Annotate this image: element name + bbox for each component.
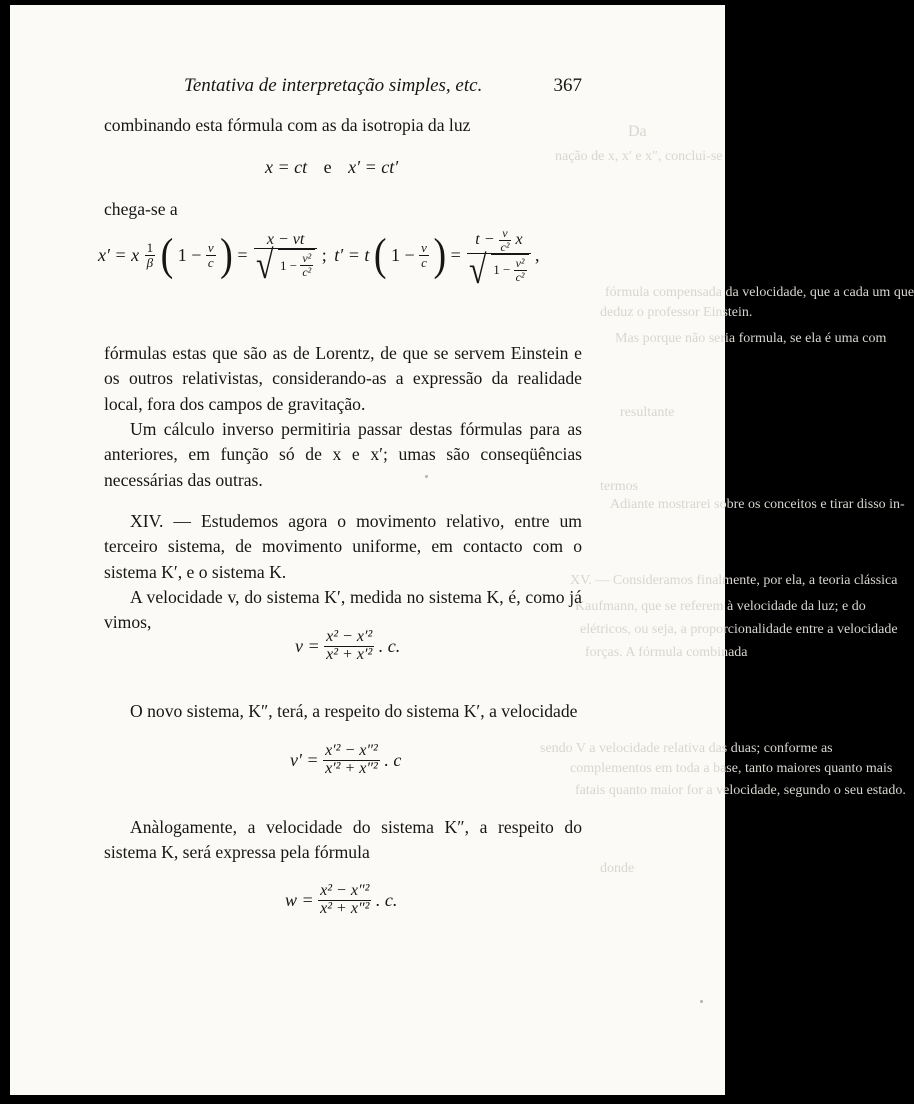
eq4-frac [323, 743, 380, 778]
ghost-line: termos [600, 479, 639, 494]
eq2-end: , [535, 244, 540, 265]
eq2-c2: c² [302, 265, 312, 280]
paragraph-3: fórmulas estas que são as de Lorentz, de que se servem Einstein e os outros relativistas, considerando-as a expressão da realidade local, fora dos campos de gravitação. [104, 343, 582, 414]
paragraph-1: combinando esta fórmula com as da isotropia da luz [104, 115, 471, 135]
eq3-num: x² − x′² [326, 628, 373, 645]
equation-lorentz [98, 227, 540, 317]
ghost-line: fatais quanto maior for a velocidade, segundo o seu estado. [575, 783, 906, 798]
speck [700, 1000, 703, 1003]
eq4-num: x′² − x″² [325, 742, 378, 759]
eq2-sqrt-one-minus-2: 1 − [493, 262, 511, 278]
eq2-frac1-den [254, 242, 317, 288]
ghost-line: Kaufmann, que se referem à velocidade da luz; e do [575, 599, 866, 614]
book-page [10, 5, 914, 1095]
eq1-lhs: x = ct [265, 157, 308, 177]
eq2-c: c [421, 254, 427, 270]
eq2-c: c [207, 254, 214, 270]
eq5-tail: . c. [375, 889, 398, 910]
eq2-frac-v2-c2 [300, 252, 313, 278]
ghost-line: Da [628, 123, 647, 140]
ghost-line: forças. A fórmula combinada [585, 645, 748, 660]
paragraph-4: Um cálculo inverso permitiria passar destas fórmulas para as anteriores, em função só de x e x′; umas são conseqüências necessárias das outras. [104, 419, 582, 490]
eq3-den: x² + x′² [326, 645, 373, 663]
eq2-sqrt-1 [255, 242, 315, 288]
eq2-v: v [421, 240, 427, 256]
equation-velocity-vprime [290, 743, 401, 778]
ghost-line: Adiante mostrarei sobre os conceitos e tirar disso in- [610, 497, 905, 512]
paragraph-6: A velocidade v, do sistema K′, medida no sistema K, é, como já vimos, [104, 587, 582, 633]
paragraph-2: chega-se a [104, 199, 178, 219]
page-number: 367 [553, 75, 582, 96]
eq2-frac-v-c-2 [419, 241, 429, 269]
eq2-one: 1 [146, 240, 154, 256]
eq2-sqrt-one-minus: 1 − [279, 257, 298, 273]
eq2-frac2-den [467, 247, 530, 293]
ghost-line: donde [600, 861, 635, 876]
eq2-frac-1-beta [145, 241, 156, 269]
ghost-line: complementos em toda a base, tanto maiores quanto mais [570, 761, 893, 776]
eq2-equals: = [237, 244, 248, 265]
eq2-frac-v2-c2-2 [514, 257, 527, 283]
eq2-paren-open-2: ( [373, 229, 387, 281]
eq2-beta: β [146, 254, 154, 270]
eq2-frac-v-c2 [499, 227, 512, 253]
eq2-v: v [499, 227, 512, 241]
eq2-xprime: x′ = x [98, 244, 140, 265]
eq2-c2: c² [515, 269, 525, 284]
eq2-frac1-num: x − vt [254, 232, 317, 250]
ghost-line: deduz o professor Einstein. [600, 305, 753, 320]
eq5-den: x² + x″² [320, 899, 370, 917]
eq2-sqrt-body [278, 249, 315, 278]
eq2-tprime: t′ = t [334, 244, 370, 265]
eq2-paren-inner-2: 1 − [391, 244, 415, 265]
ghost-line: XV. — Consideramos finalmente, por ela, a teoria clássica [570, 573, 898, 588]
ghost-line: fórmula compensada da velocidade, que a cada um que [605, 285, 914, 300]
paragraph-5: XIV. — Estudemos agora o movimento relativo, entre um terceiro sistema, de movimento uniforme, em contacto com o sistema K′, e o sistema K. [104, 511, 582, 582]
eq3-frac [324, 629, 374, 664]
eq2-paren-open: ( [160, 229, 174, 281]
eq2-v2: v² [515, 256, 525, 271]
radical-sign: √ [469, 247, 487, 293]
eq4-den: x′² + x″² [325, 759, 378, 777]
eq2-v: v [207, 240, 214, 256]
eq2-paren-inner: 1 − [177, 244, 202, 265]
eq2-frac-x [254, 230, 317, 288]
eq4-lhs: v′ = [290, 749, 319, 770]
eq2-frac-v-c [206, 241, 216, 269]
eq5-lhs: w = [285, 889, 314, 910]
eq1-rhs: x′ = ct′ [348, 157, 399, 177]
equation-velocity-w [285, 883, 397, 918]
ghost-line: Mas porque não seria formula, se ela é uma com [615, 331, 887, 346]
ghost-line: nação de x, x′ e x″, conclui-se [555, 149, 723, 164]
running-title: Tentativa de interpretação simples, etc. [184, 75, 483, 96]
running-header [104, 75, 582, 101]
equation-isotropy [265, 157, 398, 178]
eq5-num: x² − x″² [320, 882, 370, 899]
eq2-v2: v² [302, 251, 312, 266]
eq5-frac [318, 883, 371, 918]
eq2-equals-2: = [450, 244, 461, 265]
ghost-line: sendo V a velocidade relativa das duas; conforme as [540, 741, 833, 756]
eq2-paren-close-2: ) [433, 229, 447, 281]
eq3-tail: . c. [378, 635, 401, 656]
eq2-sqrt-2 [469, 247, 528, 293]
equation-velocity-v [295, 629, 400, 664]
eq2-sqrt-body-2 [491, 254, 528, 283]
eq2-frac-t [467, 226, 530, 293]
eq2-t-minus: t − [475, 230, 495, 248]
paragraph-7: O novo sistema, K″, terá, a respeito do sistema K′, a velocidade [130, 701, 578, 721]
eq2-semicolon: ; [321, 244, 327, 265]
paragraph-8: Anàlogamente, a velocidade do sistema K″, a respeito do sistema K, será expressa pela fórmula [104, 817, 582, 863]
radical-sign: √ [255, 242, 274, 288]
eq4-tail: . c [384, 749, 402, 770]
eq1-conj: e [323, 157, 332, 177]
eq3-lhs: v = [295, 635, 320, 656]
eq2-c2: c² [500, 239, 510, 254]
eq2-paren-close: ) [220, 229, 233, 281]
ghost-line: elétricos, ou seja, a proporcionalidade entre a velocidade [580, 622, 898, 637]
ghost-line: resultante [620, 405, 675, 420]
eq2-x: x [515, 230, 523, 248]
